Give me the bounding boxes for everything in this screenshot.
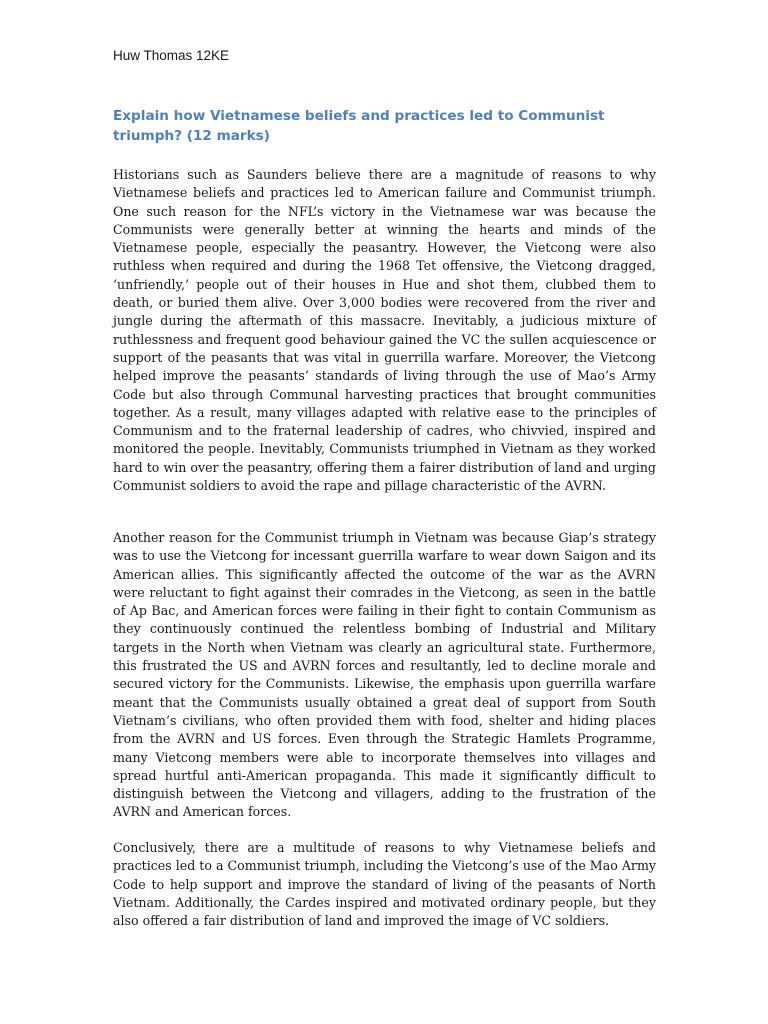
body-paragraph-1: Historians such as Saunders believe there are a magnitude of reasons to why Vietnamese beliefs and practices led to American failure and Communist triumph. One such reason for the NFL’s victory in the Vietnamese war was because the Communists were generally better at winning the hearts and minds of the Vietnamese people, especially the peasantry. However, the Vietcong were also ruthless when required and during the 1968 Tet offensive, the Vietcong dragged, ‘unfriendly,’ people out of their houses in Hue and shot them, clubbed them to death, or buried them alive. Over 3,000 bodies were recovered from the river and jungle during the aftermath of this massacre. Inevitably, a judicious mixture of ruthlessness and frequent good behaviour gained the VC the sullen acquiescence or support of the peasants that was vital in guerrilla warfare. Moreover, the Vietcong helped improve the peasants’ standards of living through the use of Mao’s Army Code but also through Communal harvesting practices that brought communities together. As a result, many villages adapted with relative ease to the principles of Communism and to the fraternal leadership of cadres, who chivvied, inspired and monitored the people. Inevitably, Communists triumphed in Vietnam as they worked hard to win over the peasantry, offering them a fairer distribution of land and urging Communist soldiers to avoid the rape and pillage characteristic of the AVRN. (113, 167, 656, 494)
body-paragraph-2: Another reason for the Communist triumph in Vietnam was because Giap’s strategy was to use the Vietcong for incessant guerrilla warfare to wear down Saigon and its American allies. This significantly affected the outcome of the war as the AVRN were reluctant to fight against their comrades in the Vietcong, as seen in the battle of Ap Bac, and American forces were failing in their fight to contain Communism as they continuously continued the relentless bombing of Industrial and Military targets in the North when Vietnam was clearly an agricultural state. Furthermore, this frustrated the US and AVRN forces and resultantly, led to decline morale and secured victory for the Communists. Likewise, the emphasis upon guerrilla warfare meant that the Communists usually obtained a great deal of support from South Vietnam’s civilians, who often provided them with food, shelter and hiding places from the AVRN and US forces. Even through the Strategic Hamlets Programme, many Vietcong members were able to incorporate themselves into villages and spread hurtful anti-American propaganda. This made it significantly difficult to distinguish between the Vietcong and villagers, adding to the frustration of the AVRN and American forces. (113, 530, 656, 820)
essay-question-heading: Explain how Vietnamese beliefs and practices led to Communist triumph? (12 marks) (113, 108, 605, 144)
author-line: Huw Thomas 12KE (113, 48, 230, 63)
body-paragraph-3: Conclusively, there are a multitude of reasons to why Vietnamese beliefs and practices led to a Communist triumph, including the Vietcong’s use of the Mao Army Code to help support and improve the standard of living of the peasants of North Vietnam. Additionally, the Cardes inspired and motivated ordinary people, but they also offered a fair distribution of land and improved the image of VC soldiers. (113, 840, 656, 929)
